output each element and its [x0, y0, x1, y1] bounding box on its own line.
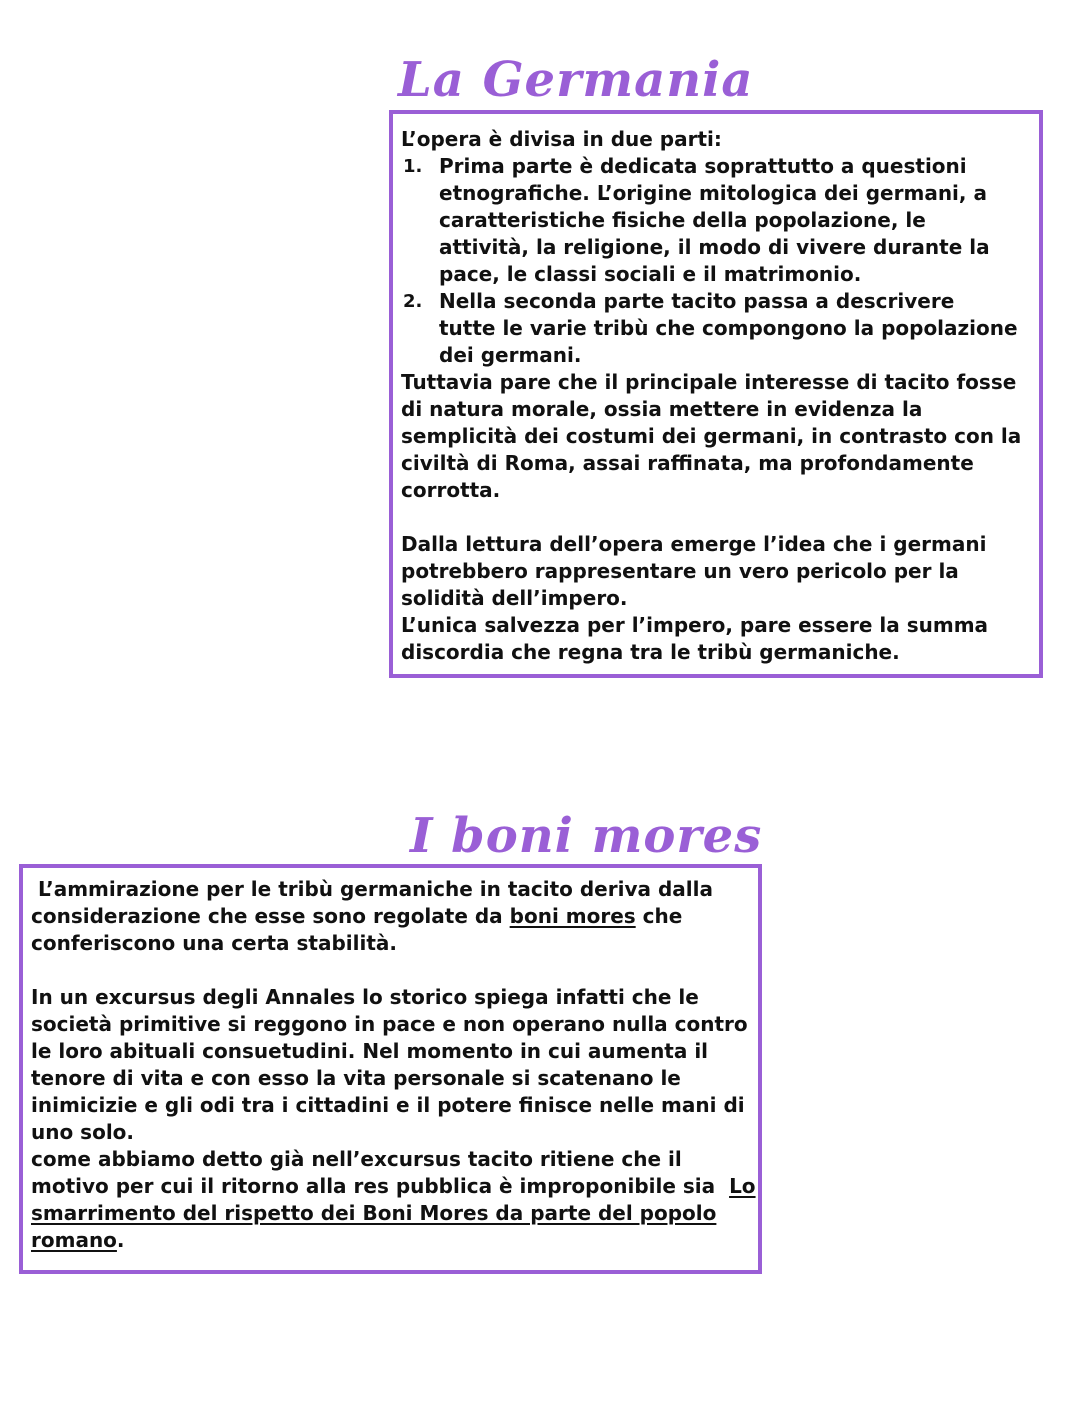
paragraph-line: civiltà di Roma, assai raffinata, ma profondamente [401, 451, 974, 475]
underlined-text: Lo [729, 1174, 756, 1198]
paragraph-line: le loro abituali consuetudini. Nel momento in cui aumenta il [31, 1039, 709, 1063]
list-item-number: 2. [403, 291, 423, 312]
paragraph-line: inimicizie e gli odi tra i cittadini e il potere finisce nelle mani di [31, 1093, 745, 1117]
underlined-text: smarrimento del rispetto dei Boni Mores da parte del popolo [31, 1201, 717, 1225]
list-item-line: caratteristiche fisiche della popolazione, le [439, 208, 926, 232]
section-title-germania: La Germania [398, 52, 754, 108]
paragraph-line: potrebbero rappresentare un vero pericolo per la [401, 559, 959, 583]
paragraph-line: Tuttavia pare che il principale interesse di tacito fosse [401, 370, 1017, 394]
germania-text-box [389, 110, 1043, 678]
paragraph-line: L’ammirazione per le tribù germaniche in tacito deriva dalla [31, 877, 713, 901]
paragraph-line: di natura morale, ossia mettere in evidenza la [401, 397, 923, 421]
paragraph-line: Dalla lettura dell’opera emerge l’idea che i germani [401, 532, 987, 556]
paragraph-line: società primitive si reggono in pace e non operano nulla contro [31, 1012, 748, 1036]
text-run: . [116, 1228, 125, 1252]
paragraph-spacer [401, 504, 1031, 531]
list-item [401, 288, 1031, 369]
boni-mores-text-box [19, 864, 762, 1274]
list-item-line: pace, le classi sociali e il matrimonio. [439, 262, 862, 286]
text-run: che [635, 904, 683, 928]
boni-paragraph-conclusion [31, 1146, 756, 1254]
list-item-line: tutte le varie tribù che compongono la popolazione [439, 316, 1018, 340]
paragraph-line [31, 1227, 750, 1254]
list-item-line: dei germani. [439, 343, 582, 367]
paragraph-spacer [31, 957, 750, 984]
paragraph-line: come abbiamo detto già nell’excursus tacito ritiene che il [31, 1147, 682, 1171]
germania-intro: L’opera è divisa in due parti: [401, 127, 722, 151]
paragraph-line [31, 1173, 756, 1200]
germania-paragraph-moral [401, 369, 1031, 504]
paragraph-line: L’unica salvezza per l’impero, pare essere la summa [401, 613, 989, 637]
paragraph-line [31, 903, 750, 930]
list-item [401, 153, 1031, 288]
paragraph-line: conferiscono una certa stabilità. [31, 931, 397, 955]
paragraph-line: solidità dell’impero. [401, 586, 628, 610]
list-item-line: Nella seconda parte tacito passa a descrivere [439, 289, 955, 313]
section-title-boni-mores: I boni mores [410, 808, 763, 864]
text-run: considerazione che esse sono regolate da [31, 904, 510, 928]
underlined-text: romano [31, 1228, 117, 1252]
paragraph-line: discordia che regna tra le tribù germaniche. [401, 640, 900, 664]
germania-parts-list [401, 153, 1031, 369]
text-run: motivo per cui il ritorno alla res pubblica è improponibile sia [31, 1174, 730, 1198]
boni-paragraph-admiration [31, 876, 750, 957]
list-item-number: 1. [403, 156, 423, 177]
paragraph-line: uno solo. [31, 1120, 135, 1144]
paragraph-line: tenore di vita e con esso la vita personale si scatenano le [31, 1066, 681, 1090]
paragraph-line [31, 1200, 750, 1227]
paragraph-line: corrotta. [401, 478, 501, 502]
paragraph-line: semplicità dei costumi dei germani, in contrasto con la [401, 424, 1022, 448]
underlined-term-boni-mores: boni mores [509, 904, 636, 928]
list-item-line: Prima parte è dedicata soprattutto a questioni [439, 154, 967, 178]
paragraph-line: In un excursus degli Annales lo storico spiega infatti che le [31, 985, 699, 1009]
boni-paragraph-annales [31, 984, 750, 1146]
germania-paragraph-danger [401, 531, 1031, 666]
list-item-line: etnografiche. L’origine mitologica dei germani, a [439, 181, 987, 205]
list-item-line: attività, la religione, il modo di vivere durante la [439, 235, 990, 259]
